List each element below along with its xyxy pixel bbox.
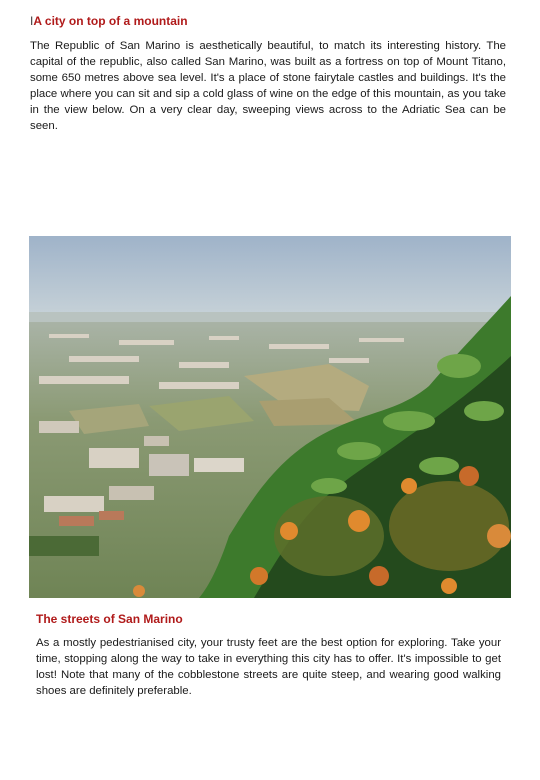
streets-paragraph: As a mostly pedestrianised city, your trusty feet are the best option for exploring. Take your time, stopping along the way to take in everything this city has to offer. It's impossible to get lost! Note that many of the cobblestone streets are quite steep, and wearing good walking shoes are definitely preferable.	[36, 637, 501, 697]
heading-marker: I	[30, 14, 34, 28]
intro-paragraph: The Republic of San Marino is aesthetically beautiful, to match its interesting history. The capital of the republic, also called San Marino, was built as a fortress on top of Mount Titano, some 650 metres above sea level. It's a place of stone fairytale castles and buildings. It's the place where you can sit and sip a cold glass of wine on the edge of this mountain, as you take in the view below. On a very clear day, sweeping views across to the Adriatic Sea can be seen.	[30, 40, 506, 132]
landscape-photo	[29, 236, 511, 598]
section-heading-streets: The streets of San Marino	[36, 612, 183, 626]
landscape-illustration	[29, 236, 511, 598]
section-heading-mountain	[30, 14, 188, 28]
sky	[29, 236, 511, 318]
heading-title: A city on top of a mountain	[33, 14, 188, 28]
